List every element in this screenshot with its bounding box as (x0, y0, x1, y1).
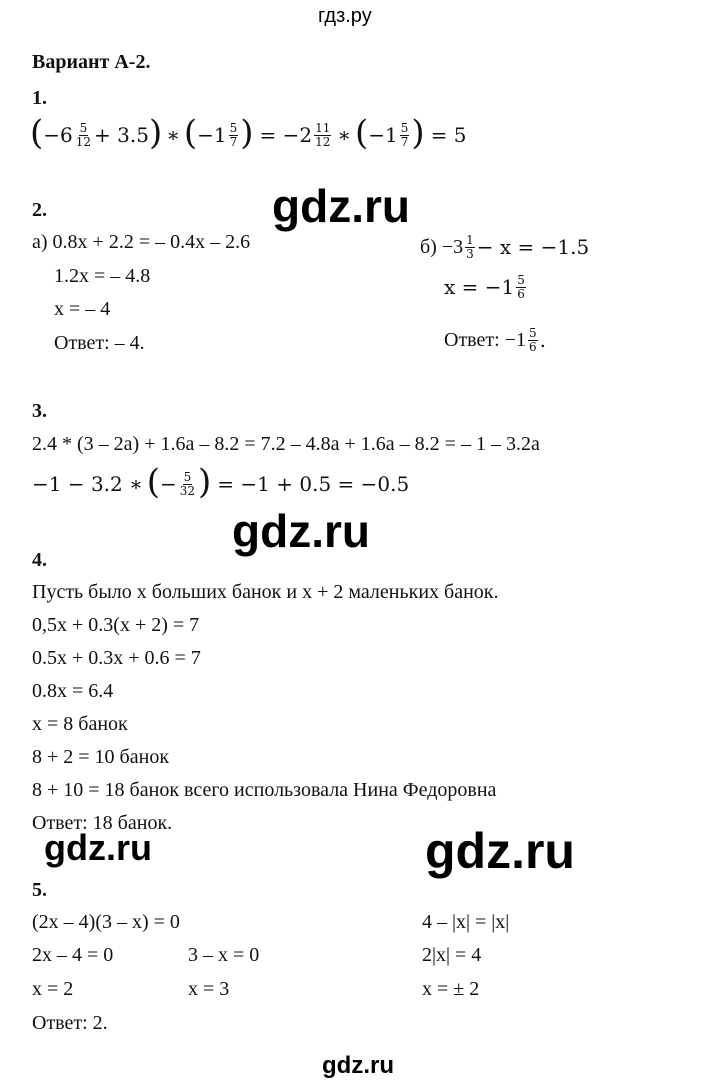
task5-line1: (2x – 4)(3 – x) = 0 (32, 911, 180, 933)
task2-number: 2. (32, 199, 47, 221)
task5-right2: 2|x| = 4 (422, 944, 482, 966)
task4-line: x = 8 банок (32, 713, 128, 735)
task3-number: 3. (32, 400, 47, 422)
task2b-line2: x = −1 $\frac{5}{6}$ (444, 272, 525, 301)
task4-line: 0.5x + 0.3x + 0.6 = 7 (32, 647, 201, 669)
watermark: gdz.ru (232, 505, 370, 557)
task5-line2b: 3 – x = 0 (188, 944, 260, 966)
task2a-line1: а) 0.8x + 2.2 = – 0.4x – 2.6 (32, 231, 251, 253)
task5-right3: x = ± 2 (422, 978, 480, 1000)
variant-title: Вариант А-2. (32, 51, 151, 73)
task4-line: 0,5x + 0.3(x + 2) = 7 (32, 614, 200, 636)
task2a-line3: x = – 4 (54, 298, 111, 320)
task1-number: 1. (32, 87, 47, 109)
task4-number: 4. (32, 549, 47, 571)
watermark: gdz.ru (272, 180, 410, 232)
watermark: gdz.ru (425, 823, 575, 879)
task5-right1: 4 – |x| = |x| (422, 911, 510, 933)
task4-line: Пусть было x больших банок и x + 2 маленьких банок. (32, 581, 499, 603)
task2b-line1: б) −3 $\frac{1}{3}$ − x = −1.5 (420, 232, 590, 261)
site-header: гдз.ру (318, 5, 372, 27)
task5-line3a: x = 2 (32, 978, 74, 1000)
task2a-line2: 1.2x = – 4.8 (54, 265, 151, 287)
task4-line: 8 + 10 = 18 банок всего использовала Нина Федоровна (32, 779, 497, 801)
task2a-answer: Ответ: – 4. (54, 332, 145, 354)
task5-line3b: x = 3 (188, 978, 230, 1000)
task1-expression: ( −6 $\frac{5}{12}$ + 3.5 ) ∗ ( −1 $\frac{5}{7}$ ) = −2 $\frac{11}{12}$ ∗ ( −1 $\frac{5}{7}$ ) = 5 (30, 113, 467, 153)
task4-answer: Ответ: 18 банок. (32, 812, 173, 834)
task4-line: 8 + 2 = 10 банок (32, 746, 170, 768)
task2b-answer: Ответ: −1 $\frac{5}{6}$ . (444, 325, 546, 354)
watermark: gdz.ru (44, 827, 152, 868)
task3-line1: 2.4 * (3 – 2a) + 1.6a – 8.2 = 7.2 – 4.8a + 1.6a – 8.2 = – 1 – 3.2a (32, 433, 540, 455)
task5-answer: Ответ: 2. (32, 1012, 108, 1034)
watermark: gdz.ru (322, 1052, 394, 1079)
task3-line2: −1 − 3.2 ∗ ( − $\frac{5}{32}$ ) = −1 + 0.5 = −0.5 (32, 462, 410, 502)
task5-line2a: 2x – 4 = 0 (32, 944, 114, 966)
task4-line: 0.8x = 6.4 (32, 680, 114, 702)
task5-number: 5. (32, 879, 47, 901)
